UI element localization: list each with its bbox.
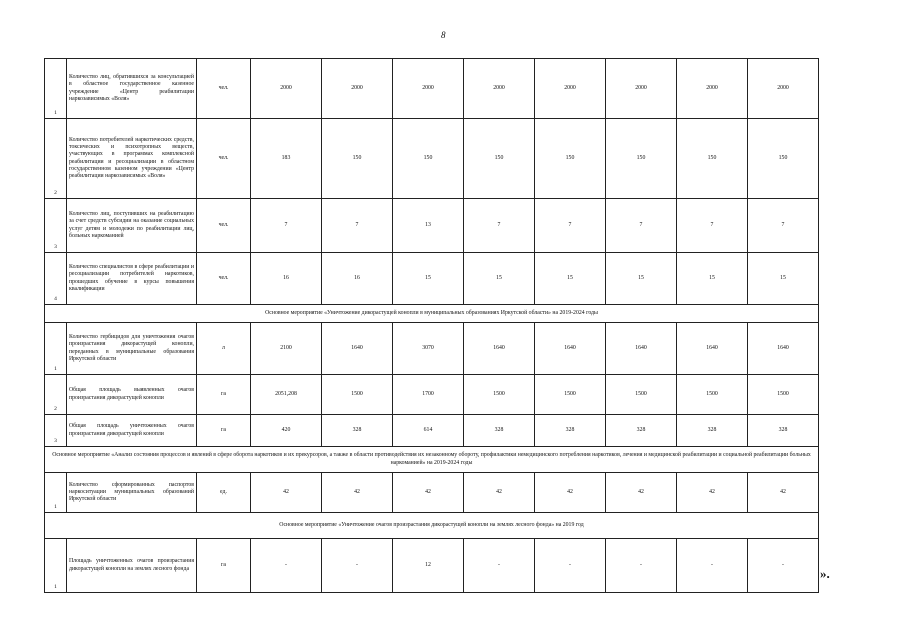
- value-cell: 1500: [748, 375, 819, 415]
- indicator-name: Количество лиц, поступивших на реабилитацию за счет средств субсидии на оказание социальных услуг детям и молодежи по реабилитации лиц, больных наркоманией: [67, 199, 197, 253]
- value-cell: 1640: [677, 323, 748, 375]
- value-cell: 150: [393, 119, 464, 199]
- value-cell: 42: [535, 473, 606, 513]
- closing-quote-mark: ».: [820, 566, 830, 581]
- value-cell: 12: [393, 539, 464, 593]
- unit-cell: чел.: [197, 119, 251, 199]
- value-cell: 42: [677, 473, 748, 513]
- value-cell: 183: [251, 119, 322, 199]
- indicator-name: Количество потребителей наркотических средств, токсических и психотропных веществ, участвующих в программах комплексной реабилитации и ресоциализации в областном государственном казенном учреждении «Центр реабилитации наркозависимых «Воля»: [67, 119, 197, 199]
- value-cell: 13: [393, 199, 464, 253]
- row-index: 1: [45, 539, 67, 593]
- value-cell: 1640: [322, 323, 393, 375]
- table-row: [45, 375, 819, 415]
- value-cell: 15: [535, 253, 606, 305]
- table-row: [45, 59, 819, 119]
- value-cell: 1500: [464, 375, 535, 415]
- indicator-name: Количество специалистов в сфере реабилитации и ресоциализации потребителей наркотиков, прошедших обучение в курсы повышения квалификации: [67, 253, 197, 305]
- value-cell: 2000: [251, 59, 322, 119]
- value-cell: 15: [393, 253, 464, 305]
- section-row: [45, 305, 819, 323]
- unit-cell: га: [197, 375, 251, 415]
- section-heading: Основное мероприятие «Уничтожение очагов произрастания дикорастущей конопли на землях лесного фонда» на 2019 год: [45, 513, 819, 539]
- value-cell: 1500: [535, 375, 606, 415]
- value-cell: 1640: [464, 323, 535, 375]
- value-cell: 328: [606, 415, 677, 447]
- value-cell: 328: [748, 415, 819, 447]
- section-heading: Основное мероприятие «Анализ состояния процессов и явлений в сфере оборота наркотиков и их прекурсоров, а также в области противодействия их незаконному обороту, профилактики немедицинского потребления наркотиков, лечения и медицинской реабилитации и социальной реабилитации больных наркоманией» на 2019-2024 годы: [45, 447, 819, 473]
- indicator-name: Количество сформированных паспортов наркоситуации муниципальных образований Иркутской области: [67, 473, 197, 513]
- value-cell: 328: [535, 415, 606, 447]
- value-cell: 1700: [393, 375, 464, 415]
- value-cell: 7: [464, 199, 535, 253]
- value-cell: 2000: [535, 59, 606, 119]
- value-cell: 2000: [606, 59, 677, 119]
- unit-cell: чел.: [197, 199, 251, 253]
- value-cell: 15: [464, 253, 535, 305]
- value-cell: 42: [393, 473, 464, 513]
- indicator-name: Общая площадь выявленных очагов произрастания дикорастущей конопли: [67, 375, 197, 415]
- row-index: 1: [45, 59, 67, 119]
- section-row: [45, 447, 819, 473]
- row-index: 1: [45, 323, 67, 375]
- value-cell: 150: [677, 119, 748, 199]
- value-cell: 42: [322, 473, 393, 513]
- value-cell: 7: [606, 199, 677, 253]
- row-index: 3: [45, 199, 67, 253]
- indicators-table: [44, 58, 819, 593]
- row-index: 2: [45, 375, 67, 415]
- value-cell: 16: [322, 253, 393, 305]
- value-cell: 1640: [748, 323, 819, 375]
- value-cell: 2000: [677, 59, 748, 119]
- value-cell: 7: [322, 199, 393, 253]
- value-cell: 420: [251, 415, 322, 447]
- table-row: [45, 323, 819, 375]
- table-row: [45, 253, 819, 305]
- indicator-name: Площадь уничтоженных очагов произрастания дикорастущей конопли на землях лесного фонда: [67, 539, 197, 593]
- unit-cell: чел.: [197, 59, 251, 119]
- value-cell: 16: [251, 253, 322, 305]
- value-cell: 150: [464, 119, 535, 199]
- value-cell: -: [251, 539, 322, 593]
- unit-cell: чел.: [197, 253, 251, 305]
- value-cell: 42: [748, 473, 819, 513]
- section-heading: Основное мероприятие «Уничтожение дикорастущей конопли в муниципальных образованиях Иркутской области» на 2019-2024 годы: [45, 305, 819, 323]
- unit-cell: га: [197, 415, 251, 447]
- value-cell: 2000: [393, 59, 464, 119]
- value-cell: 328: [322, 415, 393, 447]
- indicator-name: Количество лиц, обратившихся за консультацией в областное государственное казенное учреждение «Центр реабилитации наркозависимых «Воля»: [67, 59, 197, 119]
- table-row: [45, 119, 819, 199]
- value-cell: 7: [535, 199, 606, 253]
- value-cell: 1500: [677, 375, 748, 415]
- unit-cell: л: [197, 323, 251, 375]
- page-number: 8: [441, 30, 446, 40]
- value-cell: 150: [322, 119, 393, 199]
- value-cell: 7: [677, 199, 748, 253]
- value-cell: 2000: [322, 59, 393, 119]
- indicator-name: Общая площадь уничтоженных очагов произрастания дикорастущей конопли: [67, 415, 197, 447]
- value-cell: 328: [464, 415, 535, 447]
- value-cell: 150: [606, 119, 677, 199]
- value-cell: 150: [748, 119, 819, 199]
- value-cell: -: [606, 539, 677, 593]
- row-index: 4: [45, 253, 67, 305]
- value-cell: 1500: [606, 375, 677, 415]
- value-cell: 42: [251, 473, 322, 513]
- unit-cell: ед.: [197, 473, 251, 513]
- value-cell: -: [748, 539, 819, 593]
- value-cell: 15: [748, 253, 819, 305]
- value-cell: 2000: [748, 59, 819, 119]
- value-cell: -: [464, 539, 535, 593]
- table-row: [45, 199, 819, 253]
- value-cell: 7: [251, 199, 322, 253]
- value-cell: 7: [748, 199, 819, 253]
- value-cell: 15: [677, 253, 748, 305]
- value-cell: 2000: [464, 59, 535, 119]
- value-cell: -: [535, 539, 606, 593]
- value-cell: 2051,208: [251, 375, 322, 415]
- row-index: 1: [45, 473, 67, 513]
- value-cell: -: [677, 539, 748, 593]
- table-row: [45, 473, 819, 513]
- value-cell: 2100: [251, 323, 322, 375]
- value-cell: 3070: [393, 323, 464, 375]
- row-index: 2: [45, 119, 67, 199]
- value-cell: 1500: [322, 375, 393, 415]
- section-row: [45, 513, 819, 539]
- value-cell: 150: [535, 119, 606, 199]
- value-cell: 15: [606, 253, 677, 305]
- value-cell: 1640: [535, 323, 606, 375]
- value-cell: 1640: [606, 323, 677, 375]
- indicator-name: Количество гербицидов для уничтожения очагов произрастания дикорастущей конопли, переданных в муниципальные образования Иркутской области: [67, 323, 197, 375]
- value-cell: -: [322, 539, 393, 593]
- value-cell: 42: [464, 473, 535, 513]
- table-row: [45, 539, 819, 593]
- unit-cell: га: [197, 539, 251, 593]
- row-index: 3: [45, 415, 67, 447]
- table-row: [45, 415, 819, 447]
- value-cell: 328: [677, 415, 748, 447]
- value-cell: 42: [606, 473, 677, 513]
- value-cell: 614: [393, 415, 464, 447]
